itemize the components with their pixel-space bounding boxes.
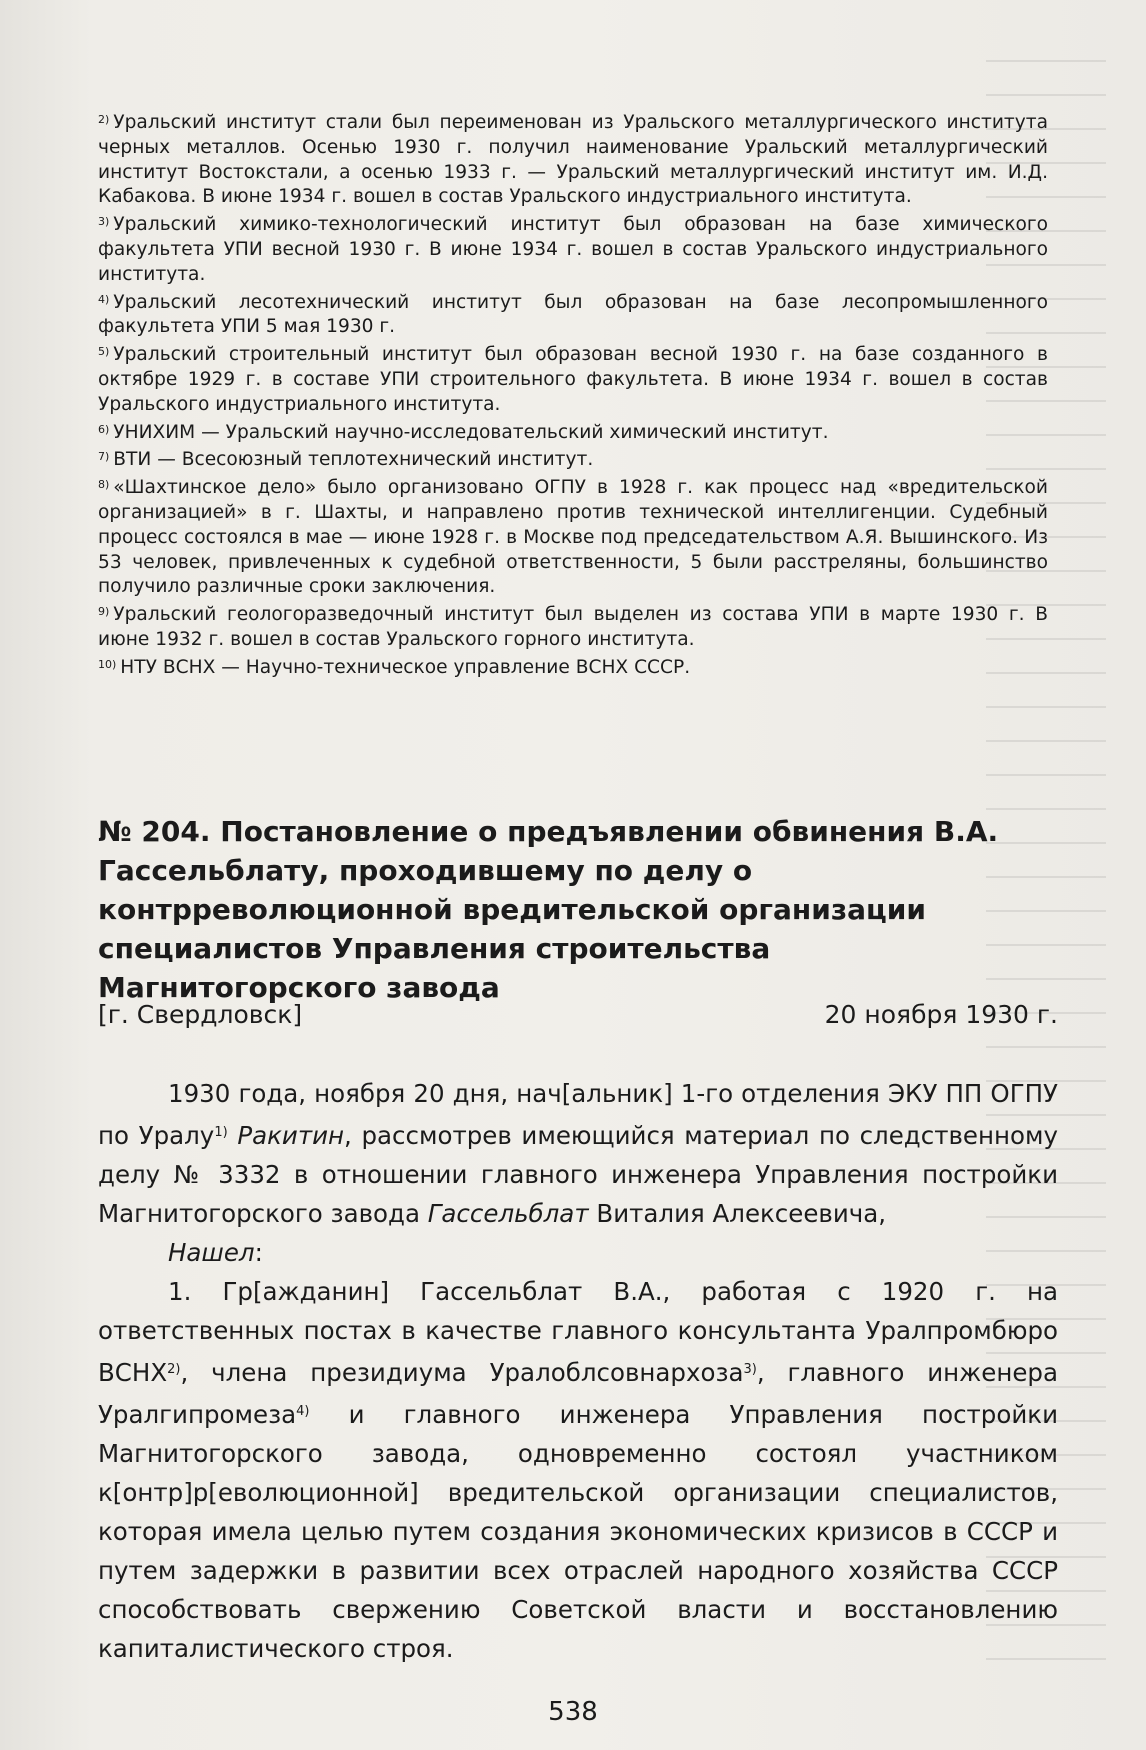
- place-date-line: [98, 999, 1058, 1031]
- footnote-8: $^{8)}$ «Шахтинское дело» было организовано ОГПУ в 1928 г. как процесс над «вредительской организацией» в г. Шахты, и направлено против технической интеллигенции. Судебный процесс состоялся в мае — июне 1928 г. в Москве под председательством А.Я. Вышинского. Из 53 человек, привлеченных к судебной ответственности, 5 были расстреляны, большинство получило различные сроки заключения.: [98, 477, 1048, 598]
- footnotes-block: [98, 108, 1048, 681]
- footnote-ref-1: 1): [214, 1125, 228, 1140]
- footnote-ref-2: 2): [167, 1362, 181, 1377]
- found-heading: Нашел:: [168, 1238, 263, 1267]
- document-body: [98, 1074, 1058, 1668]
- page-number: 538: [548, 1697, 598, 1727]
- footnote-ref-3: 3): [743, 1362, 757, 1377]
- body-paragraph-charge: 1. Гр[ажданин] Гассельблат В.А., работая с 1920 г. на ответственных постах в качестве главного консультанта Уралпромбюро ВСНХ$^{2)}$, члена президиума Уралоблсовнархоза$^{3)}$, главного инженера Уралгипромеза$^{4)}$ и главного инженера Управления постройки Магнитогорского завода, одновременно состоял участником к[онтр]р[еволюционной] вредительской организации специалистов, которая имела целью путем создания экономических кризисов в СССР и путем задержки в развитии всех отраслей народного хозяйства СССР способствовать свержению Советской власти и восстановлению капиталистического строя.: [98, 1277, 1058, 1663]
- footnote-3: $^{3)}$ Уральский химико-технологический институт был образован на базе химического факультета УПИ весной 1930 г. В июне 1934 г. вошел в состав Уральского индустриального института.: [98, 214, 1048, 285]
- person-name-hasselblat: Гассельблат: [427, 1199, 589, 1228]
- body-paragraph-intro: 1930 года, ноября 20 дня, нач[альник] 1-го отделения ЭКУ ПП ОГПУ по Уралу$^{1)}$ Ракитин, рассмотрев имеющийся материал по следственному делу № 3332 в отношении главного инженера Управления постройки Магнитогорского завода Гассельблат Виталия Алексеевича,: [98, 1079, 1058, 1228]
- person-name-rakitin: Ракитин: [237, 1121, 345, 1150]
- footnote-ref-4: 4): [296, 1404, 310, 1419]
- document-place: [г. Свердловск]: [98, 1000, 303, 1029]
- footnote-6: $^{6)}$ УНИХИМ — Уральский научно-исследовательский химический институт.: [98, 421, 829, 443]
- footnote-10: $^{10)}$ НТУ ВСНХ — Научно-техническое управление ВСНХ СССР.: [98, 656, 691, 678]
- document-date: 20 ноября 1930 г.: [824, 1000, 1058, 1029]
- document-title: № 204. Постановление о предъявлении обвинения В.А. Гассельблату, проходившему по делу о контрреволюционной вредительской организации специалистов Управления строительства Магнитогорского завода: [98, 815, 999, 1004]
- footnote-5: $^{5)}$ Уральский строительный институт был образован весной 1930 г. на базе созданного в октябре 1929 г. в составе УПИ строительного факультета. В июне 1934 г. вошел в состав Уральского индустриального института.: [98, 344, 1048, 415]
- footnote-2: $^{2)}$ Уральский институт стали был переименован из Уральского металлургического института черных металлов. Осенью 1930 г. получил наименование Уральский металлургический институт Востокстали, а осенью 1933 г. — Уральский металлургический институт им. И.Д. Кабакова. В июне 1934 г. вошел в состав Уральского индустриального института.: [98, 112, 1048, 208]
- footnote-7: $^{7)}$ ВТИ — Всесоюзный теплотехнический институт.: [98, 449, 594, 471]
- footnote-4: $^{4)}$ Уральский лесотехнический институт был образован на базе лесопромышленного факультета УПИ 5 мая 1930 г.: [98, 291, 1048, 338]
- footnote-9: $^{9)}$ Уральский геологоразведочный институт был выделен из состава УПИ в марте 1930 г. В июне 1932 г. вошел в состав Уральского горного института.: [98, 604, 1048, 650]
